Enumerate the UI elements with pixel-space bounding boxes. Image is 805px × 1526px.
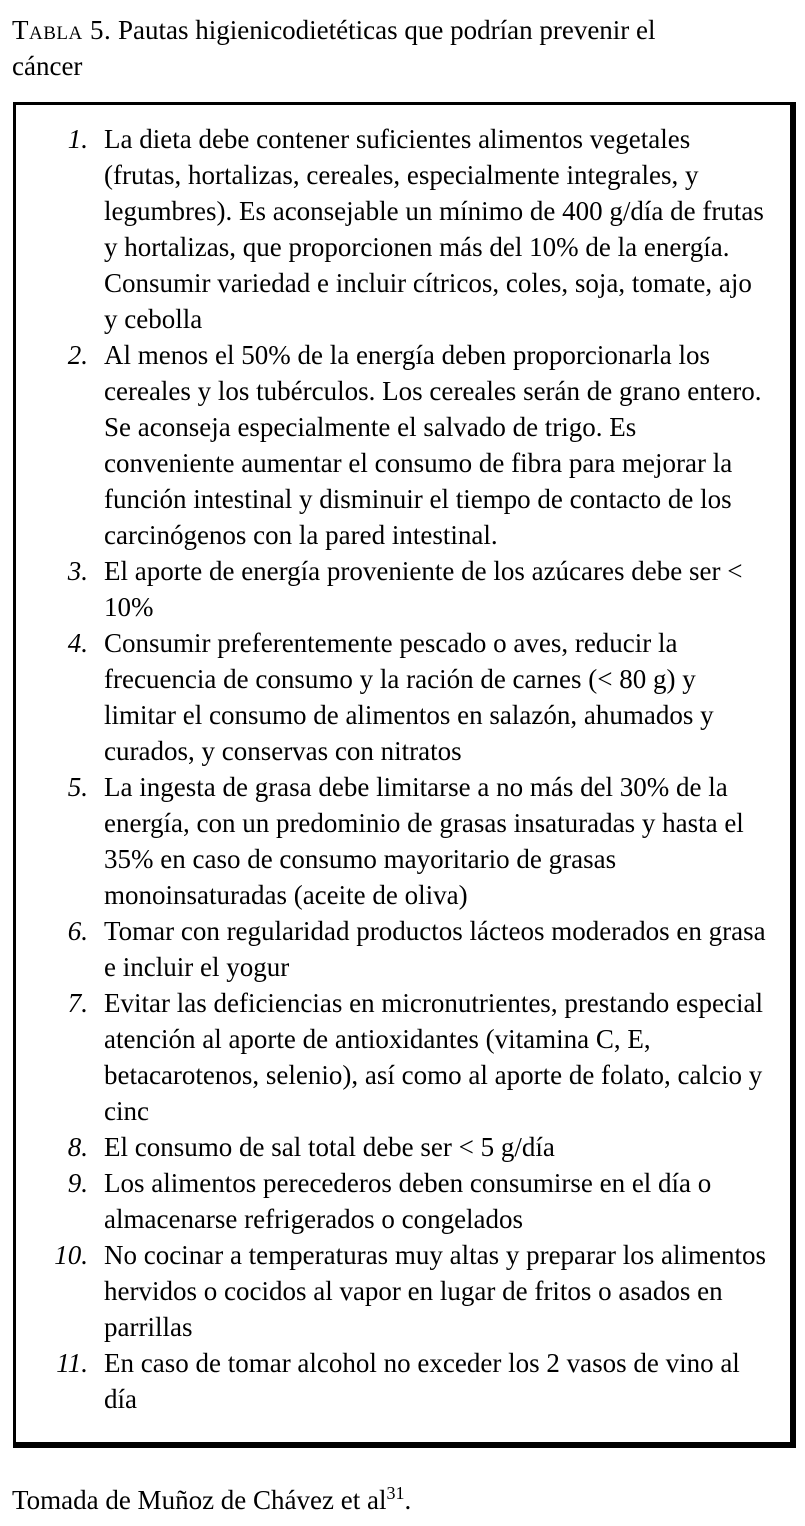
item-number: 11. [56,1348,88,1378]
footer-note [12,1482,795,1518]
list-item [26,1345,772,1417]
item-text: El consumo de sal total debe ser < 5 g/día [104,1132,555,1162]
item-text: Tomar con regularidad productos lácteos moderados en grasa e incluir el yogur [104,916,766,982]
list-item [26,553,772,625]
item-text: Al menos el 50% de la energía deben proporcionarla los cereales y los tubérculos. Los cereales serán de grano entero. Se aconseja especialmente el salvado de trigo. Es conveniente aumentar el consumo de fibra para mejorar la función intestinal y disminuir el tiempo de contacto de los carcinógenos con la pared intestinal. [104,340,762,550]
list-item [26,1165,772,1237]
list-item [26,1129,772,1165]
item-text: Los alimentos perecederos deben consumirse en el día o almacenarse refrigerados o congelados [104,1168,712,1234]
superscript-citation: 31 [386,1483,405,1503]
item-text: La ingesta de grasa debe limitarse a no más del 30% de la energía, con un predominio de grasas insaturadas y hasta el 35% en caso de consumo mayoritario de grasas monoinsaturadas (aceite de oliva) [104,772,744,910]
list-item [26,337,772,553]
list-item [26,1237,772,1345]
item-number: 4. [67,628,88,658]
item-text: Consumir preferentemente pescado o aves, reducir la frecuencia de consumo y la ración de carnes (< 80 g) y limitar el consumo de alimentos en salazón, ahumados y curados, y conservas con nitratos [104,628,714,766]
item-number: 9. [67,1168,88,1198]
item-text: Evitar las deficiencias en micronutrientes, prestando especial atención al aporte de antioxidantes (vitamina C, E, betacarotenos, selenio), así como al aporte de folato, calcio y cinc [104,988,763,1126]
item-text: La dieta debe contener suficientes alimentos vegetales (frutas, hortalizas, cereales, especialmente integrales, y legumbres). Es aconsejable un mínimo de 400 g/día de frutas y hortalizas, que proporcionen más del 10% de la energía. Consumir variedad e incluir cítricos, coles, soja, tomate, ajo y cebolla [104,124,764,334]
table-box [13,102,796,1448]
list-item [26,985,772,1129]
item-text: En caso de tomar alcohol no exceder los 2 vasos de vino al día [104,1348,740,1414]
list-item [26,121,772,337]
list-item [26,769,772,913]
item-number: 8. [67,1132,88,1162]
item-number: 5. [67,772,88,802]
table-label: Tabla 5. [12,15,112,45]
list-item [26,625,772,769]
table-title-text: Pautas higienicodietéticas que podrían prevenir el cáncer [12,15,656,81]
list-item [26,913,772,985]
item-number: 3. [67,556,88,586]
item-number: 7. [67,988,88,1018]
page-title [12,12,732,84]
item-number: 10. [54,1240,88,1270]
item-text: No cocinar a temperaturas muy altas y preparar los alimentos hervidos o cocidos al vapor en lugar de fritos o asados en parrillas [104,1240,767,1342]
footer-period: . [404,1485,412,1515]
item-number: 1. [67,124,88,154]
footer-text: Tomada de Muñoz de Chávez et al [12,1485,387,1515]
item-number: 6. [67,916,88,946]
item-number: 2. [67,340,88,370]
item-text: El aporte de energía proveniente de los azúcares debe ser < 10% [104,556,743,622]
